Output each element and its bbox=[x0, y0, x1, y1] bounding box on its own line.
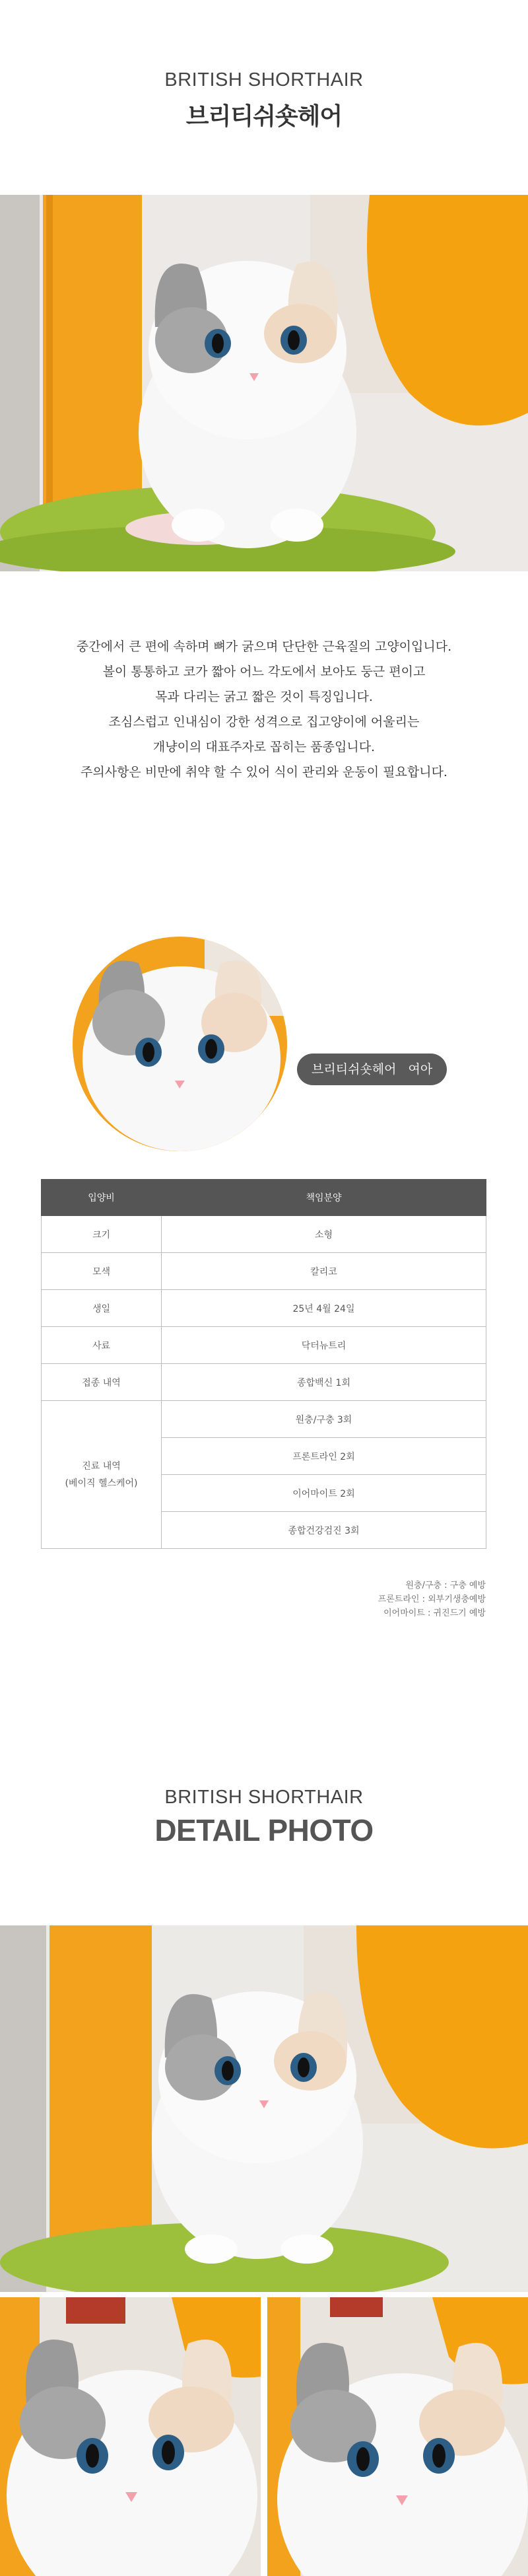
detail-photo-3 bbox=[267, 2297, 528, 2576]
description-line: 볼이 통통하고 코가 짧아 어느 각도에서 보아도 둥근 편이고 bbox=[102, 664, 426, 679]
table-value-cell: 닥터뉴트리 bbox=[162, 1327, 486, 1364]
table-header-cell: 책임분양 bbox=[162, 1180, 486, 1216]
treatment-item-cell: 종합건강검진 3회 bbox=[162, 1512, 486, 1549]
breed-title-en: BRITISH SHORTHAIR bbox=[164, 69, 364, 90]
description-line: 주의사항은 비만에 취약 할 수 있어 식이 관리와 운동이 필요합니다. bbox=[81, 765, 447, 779]
adoption-info-table bbox=[41, 1179, 486, 1549]
table-value-cell: 소형 bbox=[162, 1216, 486, 1253]
detail-photo-heading bbox=[0, 1787, 528, 1848]
description-line: 중간에서 큰 편에 속하며 뼈가 굵으며 단단한 근육질의 고양이입니다. bbox=[76, 639, 452, 654]
table-value-cell: 종합백신 1회 bbox=[162, 1364, 486, 1401]
note-line: 이어마이트 : 귀진드기 예방 bbox=[383, 1608, 486, 1618]
table-row bbox=[42, 1253, 486, 1290]
description-line: 목과 다리는 굵고 짧은 것이 특징입니다. bbox=[155, 690, 373, 704]
treatment-label-cell bbox=[42, 1401, 162, 1549]
table-value-cell: 칼리코 bbox=[162, 1253, 486, 1290]
treatment-item-cell: 원충/구충 3회 bbox=[162, 1401, 486, 1438]
table-header-cell: 입양비 bbox=[42, 1180, 162, 1216]
table-row bbox=[42, 1216, 486, 1253]
note-line: 프론트라인 : 외부기생충예방 bbox=[378, 1594, 486, 1604]
treatment-item-cell: 이어마이트 2회 bbox=[162, 1475, 486, 1512]
treatment-label: 진료 내역 bbox=[82, 1460, 121, 1472]
table-row bbox=[42, 1327, 486, 1364]
table-row bbox=[42, 1364, 486, 1401]
treatment-item-cell: 프론트라인 2회 bbox=[162, 1438, 486, 1475]
kitten-portrait-circle bbox=[73, 937, 287, 1151]
table-label-cell: 접종 내역 bbox=[42, 1364, 162, 1401]
detail-title-en: BRITISH SHORTHAIR bbox=[164, 1787, 364, 1808]
table-header-row bbox=[42, 1180, 486, 1216]
detail-photo-1 bbox=[0, 1925, 528, 2292]
badge-sex: 여아 bbox=[408, 1062, 433, 1077]
table-label-cell: 사료 bbox=[42, 1327, 162, 1364]
treatment-notes bbox=[378, 1579, 486, 1620]
table-label-cell: 생일 bbox=[42, 1290, 162, 1327]
table-row bbox=[42, 1290, 486, 1327]
detail-photo-2 bbox=[0, 2297, 261, 2576]
badge-breed: 브리티쉬숏헤어 bbox=[312, 1062, 397, 1077]
table-label-cell: 모색 bbox=[42, 1253, 162, 1290]
breed-description bbox=[0, 634, 528, 785]
note-line: 원충/구충 : 구충 예방 bbox=[405, 1581, 486, 1591]
treatment-sublabel: (베이직 헬스케어) bbox=[65, 1478, 138, 1489]
table-row bbox=[42, 1401, 486, 1438]
breed-title-block bbox=[0, 69, 528, 131]
description-line: 조심스럽고 인내심이 강한 성격으로 집고양이에 어울리는 bbox=[108, 715, 420, 729]
breed-sex-badge bbox=[297, 1054, 447, 1085]
breed-title-ko: 브리티쉬숏헤어 bbox=[185, 103, 343, 130]
main-kitten-photo bbox=[0, 195, 528, 571]
table-label-cell: 크기 bbox=[42, 1216, 162, 1253]
table-value-cell: 25년 4월 24일 bbox=[162, 1290, 486, 1327]
description-line: 개냥이의 대표주자로 꼽히는 품종입니다. bbox=[152, 740, 376, 754]
detail-title-main: DETAIL PHOTO bbox=[154, 1813, 374, 1847]
